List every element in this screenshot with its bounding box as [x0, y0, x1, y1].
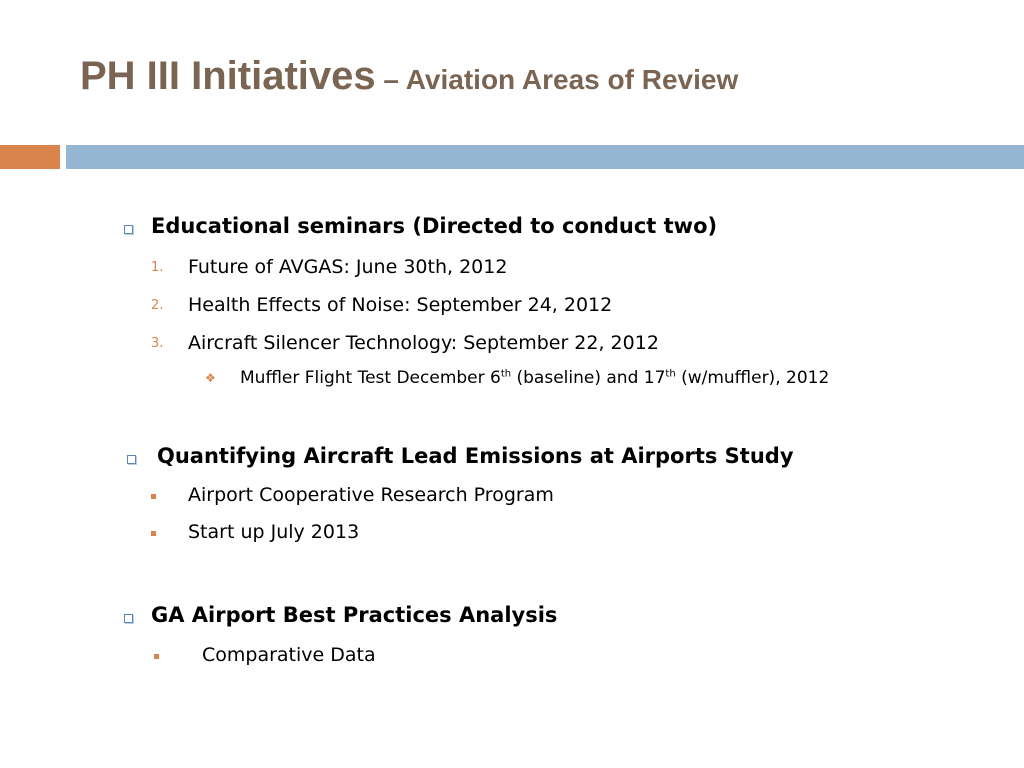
- list-item: Aircraft Silencer Technology: September 22, 2012: [188, 332, 659, 354]
- square-outline-bullet-icon: [124, 225, 133, 234]
- list-number: 2.: [151, 298, 164, 313]
- list-item: Airport Cooperative Research Program: [188, 484, 554, 506]
- square-bullet-icon: [151, 531, 156, 536]
- square-outline-bullet-icon: [127, 455, 136, 464]
- list-number: 3.: [151, 336, 164, 351]
- list-item: Health Effects of Noise: September 24, 2012: [188, 294, 613, 316]
- superscript: th: [665, 368, 676, 380]
- title-main: PH III Initiatives: [80, 54, 376, 98]
- list-item: Future of AVGAS: June 30th, 2012: [188, 256, 508, 278]
- square-outline-bullet-icon: [124, 614, 133, 623]
- section-heading-lead-emissions: Quantifying Aircraft Lead Emissions at Airports Study: [157, 444, 794, 468]
- superscript: th: [500, 368, 512, 380]
- sub-list-item: [240, 368, 829, 388]
- subitem-text: (w/muffler), 2012: [675, 368, 830, 388]
- accent-bar-blue: [66, 145, 1024, 169]
- subitem-text: (baseline) and 17: [511, 368, 666, 388]
- list-item: Comparative Data: [202, 644, 376, 666]
- diamond-bullet-icon: ❖: [205, 371, 216, 385]
- accent-bar-orange: [0, 145, 60, 169]
- section-heading-seminars: Educational seminars (Directed to conduct two): [151, 214, 718, 238]
- subitem-text: Muffler Flight Test December 6: [240, 368, 501, 388]
- title-subtitle: – Aviation Areas of Review: [375, 64, 739, 95]
- square-bullet-icon: [154, 654, 159, 659]
- list-number: 1.: [151, 260, 164, 275]
- slide-title: [80, 54, 738, 99]
- section-heading-best-practices: GA Airport Best Practices Analysis: [151, 603, 558, 627]
- square-bullet-icon: [151, 494, 156, 499]
- list-item: Start up July 2013: [188, 521, 360, 543]
